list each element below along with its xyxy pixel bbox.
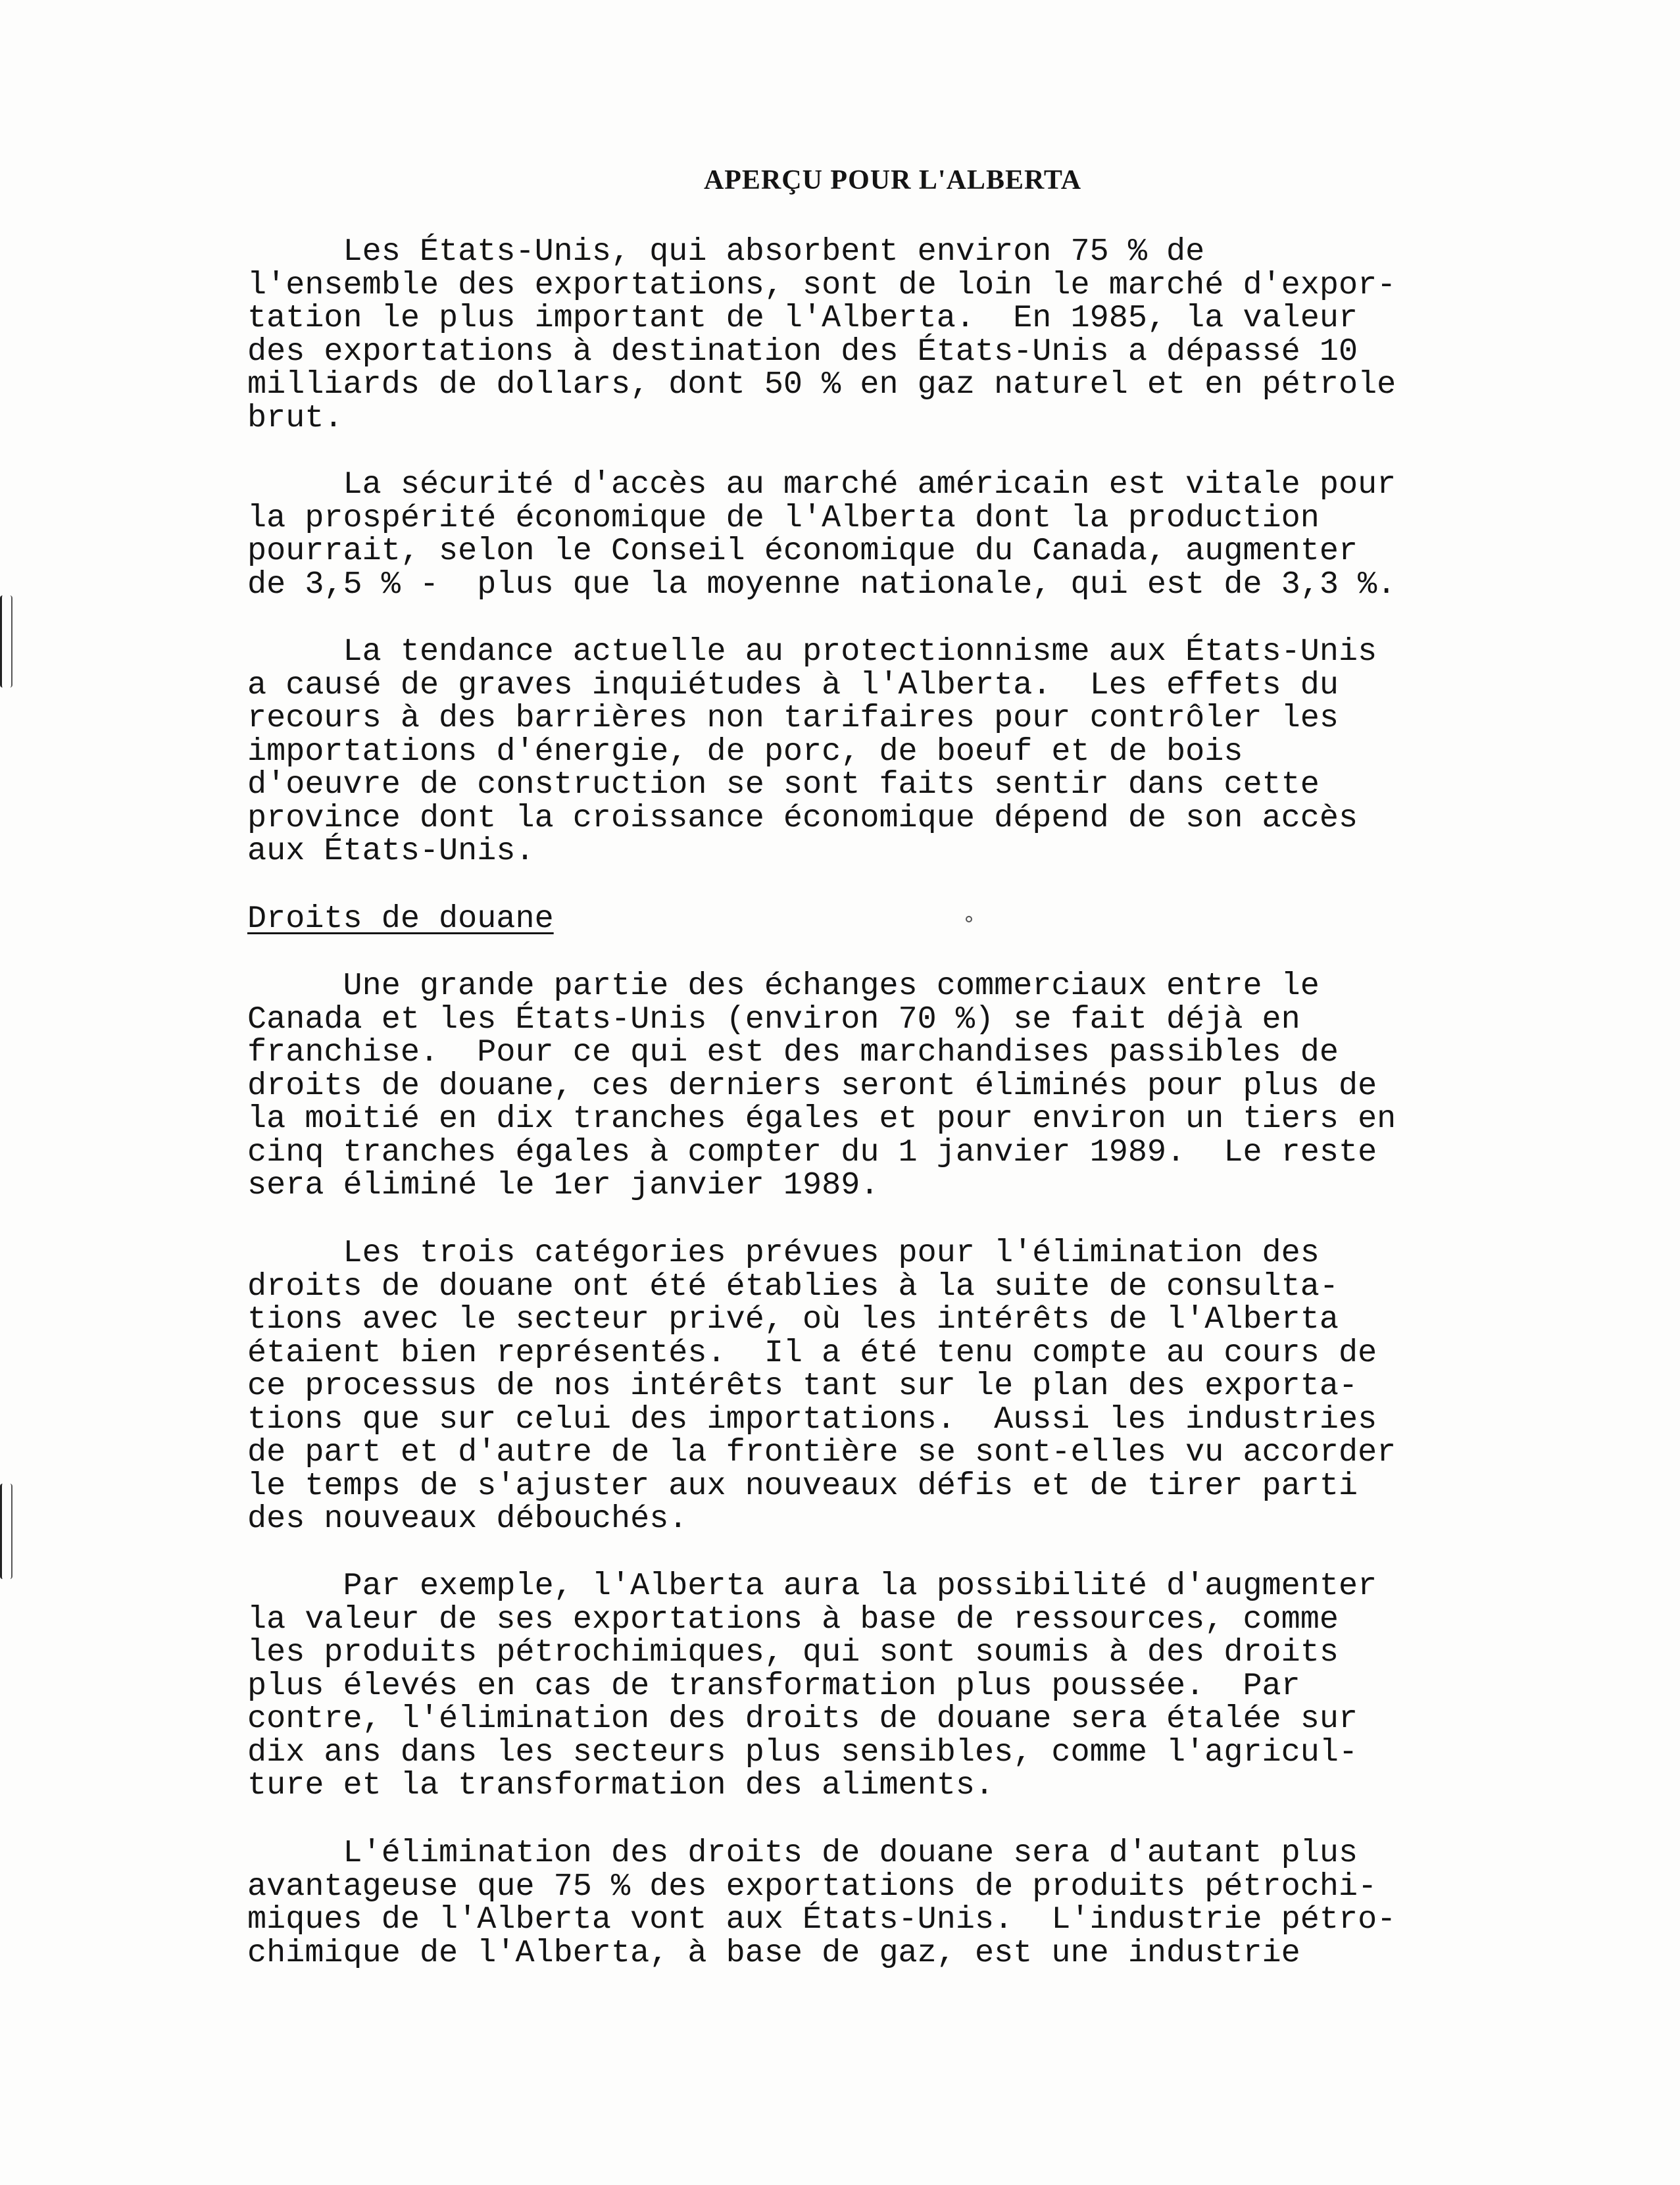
- section-paragraph-2: Les trois catégories prévues pour l'élimination des droits de douane ont été établies à la suite de consulta- tions avec le secteur privé, où les intérêts de l'Alberta étaient bien représentés. Il a été tenu compte au cours de ce processus de nos intérêts tant sur le plan des exporta- tions que sur celui des importations. Aussi les industries de part et d'autre de la frontière se sont-elles vu accorder le temps de s'ajuster aux nouveaux défis et de tirer parti des nouveaux débouchés.: [247, 1235, 1396, 1537]
- document-title: APERÇU POUR L'ALBERTA: [703, 165, 1082, 195]
- section-paragraph-3: Par exemple, l'Alberta aura la possibilité d'augmenter la valeur de ses exportations à base de ressources, comme les produits pétrochimiques, qui sont soumis à des droits plus élevés en cas de transformation plus poussée. Par contre, l'élimination des droits de douane sera étalée sur dix ans dans les secteurs plus sensibles, comme l'agricul- ture et la transformation des aliments.: [247, 1568, 1377, 1803]
- paragraph-2: La sécurité d'accès au marché américain est vitale pour la prospérité économique de l'Alberta dont la production pourrait, selon le Conseil économique du Canada, augmenter de 3,5 % - plus que la moyenne nationale, qui est de 3,3 %.: [247, 466, 1396, 603]
- paragraph-1: Les États-Unis, qui absorbent environ 75 % de l'ensemble des exportations, sont de loin le marché d'expor- tation le plus important de l'Alberta. En 1985, la valeur des exportations à destination des États-Unis a dépassé 10 milliards de dollars, dont 50 % en gaz naturel et en pétrole brut.: [247, 234, 1396, 436]
- section-paragraph-1: Une grande partie des échanges commerciaux entre le Canada et les États-Unis (environ 70 %) se fait déjà en franchise. Pour ce qui est des marchandises passibles de droits de douane, ces derniers seront éliminés pour plus de la moitié en dix tranches égales et pour environ un tiers en cinq tranches égales à compter du 1 janvier 1989. Le reste sera éliminé le 1er janvier 1989.: [247, 968, 1396, 1203]
- section-paragraph-4: L'élimination des droits de douane sera d'autant plus avantageuse que 75 % des exportations de produits pétrochi- miques de l'Alberta vont aux États-Unis. L'industrie pétro- chimique de l'Alberta, à base de gaz, est une industrie: [247, 1835, 1396, 1971]
- section-heading: Droits de douane: [247, 901, 554, 937]
- paragraph-3: La tendance actuelle au protectionnisme aux États-Unis a causé de graves inquiétudes à l'Alberta. Les effets du recours à des barrières non tarifaires pour contrôler les importations d'énergie, de porc, de boeuf et de bois d'oeuvre de construction se sont faits sentir dans cette province dont la croissance économique dépend de son accès aux États-Unis.: [247, 634, 1377, 869]
- binding-mark-bottom: [0, 1484, 12, 1579]
- binding-mark-top: [0, 595, 12, 688]
